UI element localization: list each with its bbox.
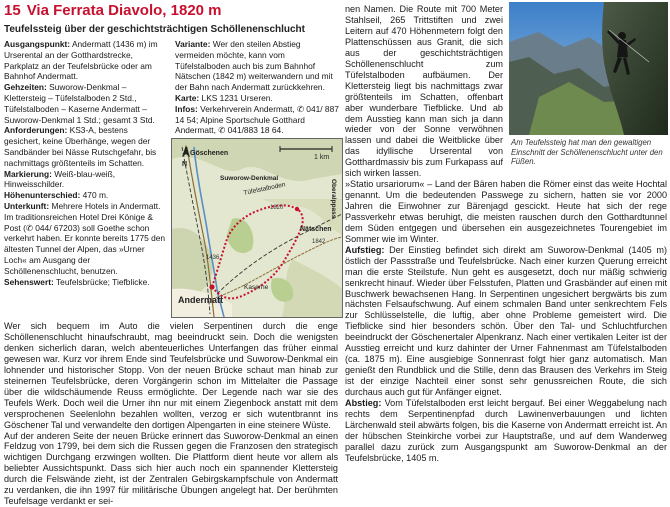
map-label-naetschen: Nätschen bbox=[300, 226, 332, 233]
section-label: Abstieg: bbox=[345, 398, 382, 409]
fact-label: Unterkunft: bbox=[4, 200, 50, 211]
fact-text: Weiß-blau-weiß, Hinweisschilder. bbox=[4, 168, 116, 190]
fact-item bbox=[4, 190, 166, 201]
map-scale: 1 km bbox=[314, 154, 330, 161]
fact-label: Höhenunterschied: bbox=[4, 190, 81, 201]
fact-item bbox=[4, 201, 166, 277]
climber-photo bbox=[509, 2, 668, 135]
fact-label: Infos: bbox=[175, 103, 198, 114]
section-text: Vom Tüfelstalboden erst leicht bergauf. Bei einer Weggabelung nach rechts dem Serpentinenpfad durch Lawinenverbauungen und lichten Lärchenwald steil abwärts folgen, bis die Kaserne von Andermatt erreicht ist. An der hübschen Steinkirche vorbei zur Hauptstraße, und auf dem Wanderweg parallel dazu zurück zum Ausgangspunkt am Suworow-Denkmal an der Teufelsbrücke, 1405 m. bbox=[345, 398, 667, 463]
map-label-kaserne: Kaserne bbox=[244, 284, 269, 291]
facts-left-column bbox=[4, 39, 166, 287]
north-label: N bbox=[182, 161, 188, 168]
fact-label: Gehzeiten: bbox=[4, 82, 47, 93]
map-height-1842: 1842 bbox=[312, 239, 326, 245]
page-title bbox=[4, 2, 222, 20]
fact-text: LKS 1231 Urseren. bbox=[199, 92, 273, 103]
map-height-1436: 1436 bbox=[206, 255, 220, 261]
map-label-oberalppass: Oberalppass bbox=[330, 179, 337, 219]
map-label-goeschenen: Göschenen bbox=[190, 150, 229, 157]
fact-item bbox=[175, 93, 341, 104]
fact-item bbox=[175, 39, 341, 93]
photo-caption: Am Teufelssteig hat man den gewaltigen Einschnitt der Schöllenenschlucht unter den Füßen. bbox=[511, 138, 663, 167]
fact-text: Suworow-Denkmal – Klettersteig – Tüfelstalboden 2 Std., Tüfelstalboden – Kaserne Andermatt – Suworow-Denkmal 1 Std.; gesamt 3 Std. bbox=[4, 82, 155, 125]
summit-marker bbox=[295, 207, 299, 211]
fact-text: Wer den steilen Abstieg vermeiden möchte, kann vom Tüfelstalboden auch bis zum Bahnhof Nätschen (1842 m) weiterwandern und mit der Bahn nach Andermatt zurückkehren. bbox=[175, 39, 333, 93]
body-paragraph bbox=[345, 179, 667, 245]
body-column-2-rest bbox=[345, 179, 667, 464]
body-paragraph: Auf der anderen Seite der neuen Brücke erinnert das Suworow-Denkmal an einen Feldzug von 1799, bei dem sich die Russen gegen die Franzosen den strategisch wichtigen Durchgang erzwingen wollten. Die Plattform dient heute vor allem als beliebter Aussichtspunkt. Dass sich hier auch noch ein spannender Klettersteig durch die Felswände zieht, ist der Zentralen Gebirgskampfschule von Andermatt zu verdanken, die ihn 1997 für militärische Übungen angelegt hat. Der berühmten Teufelsage verdankt er sei- bbox=[4, 430, 338, 507]
photo-graphic bbox=[509, 2, 668, 135]
map-height-1820: 1820 bbox=[270, 205, 284, 211]
fact-label: Sehenswert: bbox=[4, 276, 54, 287]
facts-right-column bbox=[175, 39, 341, 136]
tour-title: Via Ferrata Diavolo, 1820 m bbox=[26, 2, 222, 19]
map-label-andermatt: Andermatt bbox=[178, 295, 224, 305]
map-label-tuefelstalboden: Tüfelstalboden bbox=[242, 181, 287, 197]
start-marker bbox=[209, 284, 214, 289]
section-text: Der Einstieg befindet sich direkt am Suworow-Denkmal (1405 m) östlich der Passstraße und Teufelsbrücke. Nach einer kurzen Querung erreicht man die erste Steilstufe. Nun geht es ausgesetzt, doch nur mäßig schwierig senkrecht hinauf. Wieder über Felsstufen, Platten und Grasbänder auf einen mit Buschwerk bewachsenen Hang. In Serpentinen ungesichert bergwärts bis zum nächsten Felsaufschwung. Auf einem schmalen Band unter senkrechtem Fels zur Schlüsselstelle, die luftig, aber ohne Probleme gemeistert wird. Die Tiefblicke sind hier besonders schön. Über den Tal- und Schluchtfurchen beeindruckt der Göschenertaler Alpenkranz. Nach einer vertikalen Leiter ist der Ausstieg erreicht und kurz dahinter der Urner Fahnenmast am Tüfelstalboden (ca. 1875 m). Eine ausgiebige Sonnenrast folgt hier ganz automatisch. Man genießt den Rundblick und die Stille, denn das Brausen des Verkehrs im Steig ist der einzige Nachteil einer sonst sehr genussreichen Route, die sich durchaus auch gut für Anfänger eignet. bbox=[345, 244, 667, 398]
body-paragraph: Wer sich bequem im Auto die vielen Serpentinen durch die enge Schöllenenschlucht hinaufschraubt, mag beeindruckt sein. Doch die wenigsten denken sicherlich daran, welch abenteuerliches Unterfangen das früher einmal gewesen war. Kurz vor ihrem Ende sind Teufelsbrücke und Suworow-Denkmal ein lohnender und historischer Stopp. Von der neuen Brücke schaut man hinab zur steinernen Teufelsbrücke, deren Vorgängerin schon im Mittelalter die Passage über die wildschäumende Reuss ermöglichte. Der Legende nach war sie des Teufels Werk. Doch weil die Urner ihn nur mit einem Ziegenbock anstatt mit dem versprochenen Seelenlohn bezahlen wollten, verzog er sich wutentbrannt ins Göschener Tal und verwandelte den dortigen Alpengarten in eine steinere Wüste. bbox=[4, 321, 338, 430]
fact-text: Mehrere Hotels in Andermatt. Im traditionsreichen Hotel Drei Könige & Post (✆ 044/ 67203) soll Goethe schon verkehrt haben. Er konnte bereits 1775 den ältesten Tunnel der Alpen, das »Urner Loch« am Ausgang der Schöllenenschlucht, benutzen. bbox=[4, 200, 166, 276]
fact-item bbox=[4, 39, 166, 82]
fact-label: Anforderungen: bbox=[4, 125, 68, 136]
fact-text: KS3-A, bestens gesichert, keine Überhänge, wegen der Sandbänder bei Nässe Rutschgefahr, bis nachmittags größtenteils im Schatten. bbox=[4, 125, 157, 168]
fact-text: Teufelsbrücke; Tiefblicke. bbox=[53, 276, 150, 287]
fact-text: Andermatt (1436 m) im Urserental an der Gotthardstrecke, Parkplatz an der Teufelsbrücke oder am Bahnhof Andermatt. bbox=[4, 39, 158, 82]
fact-label: Karte: bbox=[175, 92, 200, 103]
fact-item bbox=[4, 277, 166, 288]
fact-text: 470 m. bbox=[80, 190, 109, 201]
route-map bbox=[171, 138, 343, 318]
body-paragraph bbox=[345, 245, 667, 398]
map-label-suworow-text: Suworow-Denkmal bbox=[220, 175, 279, 182]
map-label-suworow bbox=[220, 175, 278, 182]
section-label: Aufstieg: bbox=[345, 244, 385, 255]
fact-item bbox=[175, 104, 341, 136]
map-graphic bbox=[172, 139, 342, 317]
fact-text: Verkehrverein Andermatt, ✆ 041/ 887 14 54; Alpine Sportschule Gotthard Andermatt, ✆ 041/883 18 64. bbox=[175, 103, 339, 136]
fact-label: Markierung: bbox=[4, 168, 52, 179]
fact-item bbox=[4, 82, 166, 125]
tour-subtitle: Teufelssteig über der geschichtsträchtigen Schöllenenschlucht bbox=[4, 24, 305, 35]
body-paragraph bbox=[345, 398, 667, 464]
fact-item bbox=[4, 169, 166, 191]
section-text: »Statio ursariorum« – Land der Bären haben die Römer einst das weite Hochtal genannt. Um die bedeutenden Passwege zu sichern, hatten sie vor 2000 Jahren die Einwohner zur Bärenjagd gescickt. Heute hat sich der rege Passverkehr etwas beruhigt, die meisten rauschen durch den Gotthardtunnel dem Süden entgegen und übersehen ein ausgezeichnetes Tourengebiet im Sommer wie im Winter. bbox=[345, 179, 667, 244]
fact-label: Ausgangspunkt: bbox=[4, 39, 71, 49]
tour-number: 15 bbox=[4, 2, 21, 19]
fact-label: Variante: bbox=[175, 39, 211, 49]
body-column-2-top: nen Namen. Die Route mit 700 Meter Stahlseil, 265 Trittstiften und zwei Leitern auf 470 Höhenmetern folgt den Plattenschüssen aus Granit, die sich aus der geschichtsträchtigen Schöllenenschlucht zum Tüfelstalboden aufbäumen. Der Klettersteig liegt bis nachmittags zwar größtenteils im Schatten, offenbart aber wunderbare Tiefblicke. Und ab dem Ausstieg kann man sich ja dann wieder von der Sonne verwöhnen lassen und dabei die Weitblicke über das idyllische Urserental von Gotthardmassiv bis zum Furkapass auf sich wirken lassen. bbox=[345, 4, 503, 179]
fact-item bbox=[4, 125, 166, 168]
body-column-1 bbox=[4, 321, 338, 507]
